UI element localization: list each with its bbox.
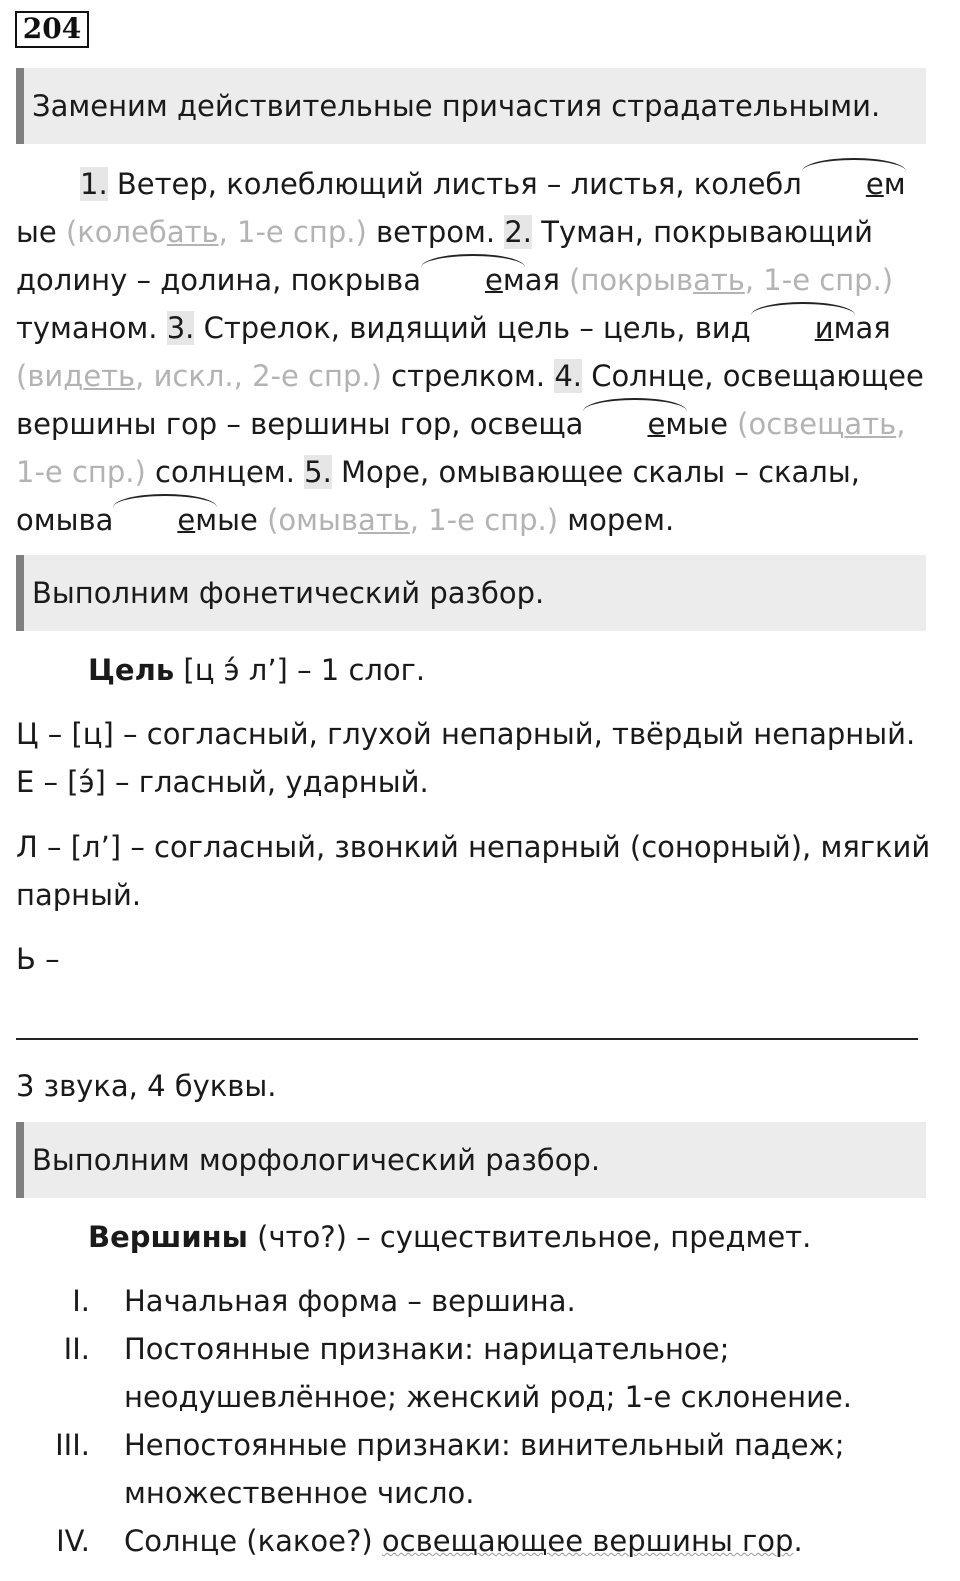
section-title: Выполним морфологический разбор. [32,1143,601,1177]
list-item: Начальная форма – вершина. [124,1284,576,1318]
suffix-mark: им [751,304,856,352]
list-number: III. [55,1428,90,1462]
list-item: неодушевлённое; женский род; 1-е склонение. [124,1380,852,1414]
list-number: II. [63,1332,90,1366]
word-description: (что?) – существительное, предмет. [247,1220,812,1254]
phonetic-line: Ц – [ц] – согласный, глухой непарный, твёрдый непарный. [16,717,916,751]
list-number: I. [72,1284,90,1318]
section-title: Заменим действительные причастия страдательными. [32,89,881,123]
sentence-text: стрелком. [381,359,555,393]
sentence-text: Ветер, колеблющий листья – листья, колебл [107,167,802,201]
sentence-number: 2. [504,215,533,249]
sentence-text: солнцем. [145,455,305,489]
sentence-text: Солнце, освещающее вершины гор – вершины гор, освеща [16,359,924,441]
sentence-number: 4. [554,359,582,393]
sentence-text: ая [524,263,570,297]
sentence-text: туманом. [16,311,167,345]
divider-line [16,1038,918,1040]
sentence-number: 1. [80,167,108,201]
sentence-text: Стрелок, видящий цель – цель, вид [194,311,751,345]
conjugation-note: (омывать, 1-е спр.) [267,503,559,537]
phonetic-line: Е – [э́] – гласный, ударный. [16,765,429,799]
sentence-text: Море, омывающее скалы – скалы, омыва [16,455,860,537]
sentence-text: ые [217,503,268,537]
conjugation-note: (освещать, 1-е спр.) [16,407,906,489]
suffix-mark: ем [113,496,217,544]
suffix-mark: ем [802,160,906,208]
participle-phrase: освещающее вершины гор [381,1524,794,1558]
sentence-number: 5. [304,455,332,489]
suffix-mark: ем [583,400,687,448]
phonetic-line: Л – [л’] – согласный, звонкий непарный (сонорный), мягкий [16,830,931,864]
list-item: множественное число. [124,1476,475,1510]
analyzed-word: Цель [88,653,175,687]
phonetic-header [88,646,425,694]
conjugation-note: (покрывать, 1-е спр.) [569,263,894,297]
phonetic-line: Ь – [16,942,60,976]
analyzed-word: Вершины [88,1220,248,1254]
sentence-text: морем. [558,503,675,537]
transcription: [ц э́ л’] – 1 слог. [174,653,426,687]
sentence-text: ые [16,215,57,249]
section-banner-morphology [16,1122,926,1198]
phonetic-summary: 3 звука, 4 буквы. [16,1069,277,1103]
list-item: Постоянные признаки: нарицательное; [124,1332,730,1366]
section-title: Выполним фонетический разбор. [32,576,545,610]
sentence-text: Туман, покрывающий долину – долина, покрыва [16,215,873,297]
sentences-paragraph [16,160,931,544]
sentence-text: ая [855,311,891,345]
list-item: Солнце (какое?) освещающее вершины гор. [124,1524,803,1558]
phonetic-line: парный. [16,878,142,912]
sentence-number: 3. [166,311,195,345]
suffix-mark: ем [421,256,525,304]
conjugation-note: (колебать, 1-е спр.) [65,215,367,249]
list-number: IV. [56,1524,90,1558]
task-number: 204 [15,11,89,48]
section-banner-phonetic [16,555,926,631]
conjugation-note: (видеть, искл., 2-е спр.) [16,359,382,393]
sentence-text: ветром. [366,215,505,249]
sentence-text: ые [687,407,738,441]
morphology-header [88,1213,811,1261]
list-item: Непостоянные признаки: винительный падеж; [124,1428,845,1462]
section-banner-replace [16,68,926,144]
